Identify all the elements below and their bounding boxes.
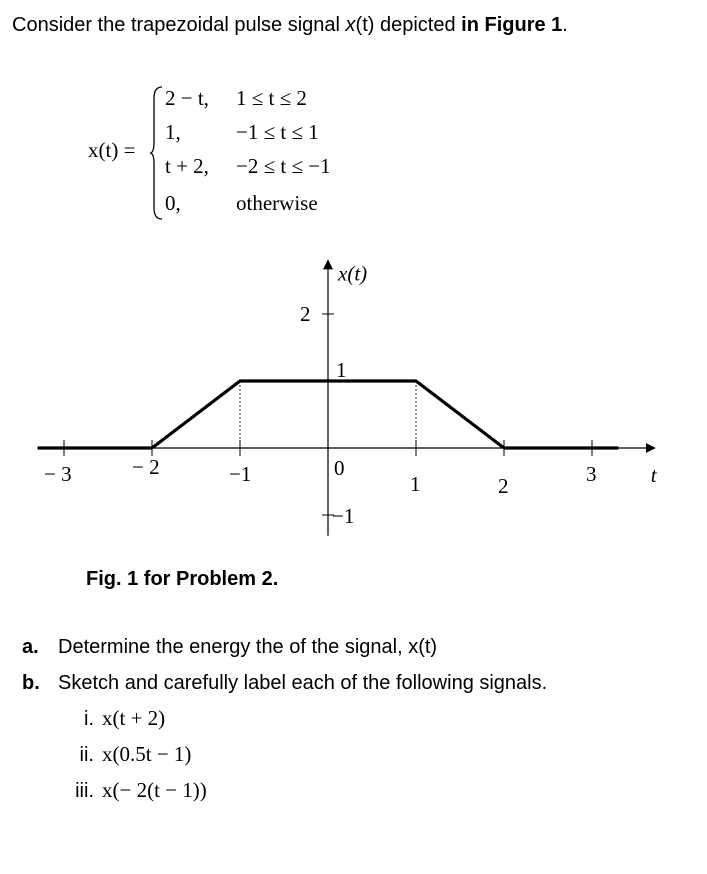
subpart-ii-num: ii. — [79, 744, 94, 766]
question-b-letter: b. — [22, 672, 40, 694]
figure-caption: Fig. 1 for Problem 2. — [86, 568, 279, 590]
x-axis-label: t — [650, 463, 657, 487]
question-a-text: Determine the energy the of the signal, x(t) — [58, 636, 438, 658]
case-expr-4: 0, — [165, 191, 181, 215]
x-tick-label: 3 — [586, 462, 597, 486]
problem-intro — [12, 14, 568, 37]
subpart-ii-expr: x(0.5t − 1) — [102, 742, 192, 766]
y-tick-label: −1 — [332, 504, 355, 528]
intro-arg: (t) — [355, 14, 375, 36]
x-tick-label: 1 — [410, 472, 421, 496]
subpart-iii-expr: x(− 2(t − 1)) — [102, 778, 207, 802]
y-axis-label: x(t) — [338, 261, 368, 286]
question-a — [22, 636, 437, 659]
intro-figure-ref: in Figure 1 — [461, 14, 563, 36]
x-tick-label: − 2 — [132, 455, 160, 479]
intro-suffix: . — [562, 14, 568, 36]
x-tick-label: 2 — [498, 474, 509, 498]
intro-middle: depicted — [374, 14, 462, 36]
question-a-letter: a. — [22, 636, 39, 658]
trapezoid-plot — [0, 225, 707, 555]
case-expr-2: 1, — [165, 120, 181, 144]
x-tick-label: 0 — [334, 456, 345, 480]
case-expr-3: t + 2, — [165, 154, 209, 178]
intro-prefix: Consider the trapezoidal pulse signal — [12, 14, 346, 36]
case-cond-3: −2 ≤ t ≤ −1 — [236, 154, 331, 178]
subpart-i — [46, 706, 165, 731]
definition-lhs: x(t) = — [88, 138, 136, 162]
case-expr-1: 2 − t, — [165, 86, 209, 110]
case-cond-4: otherwise — [236, 191, 318, 215]
case-cond-1: 1 ≤ t ≤ 2 — [236, 86, 307, 110]
subpart-i-num: i. — [84, 708, 94, 730]
case-cond-2: −1 ≤ t ≤ 1 — [236, 120, 319, 144]
x-tick-label: − 3 — [44, 462, 72, 486]
question-b — [22, 672, 547, 695]
subpart-iii-num: iii. — [75, 780, 94, 802]
tick-labels — [44, 302, 597, 528]
subpart-ii — [46, 742, 191, 767]
y-tick-label: 2 — [300, 302, 311, 326]
subpart-i-expr: x(t + 2) — [102, 706, 166, 730]
x-tick-label: −1 — [229, 462, 252, 486]
left-brace — [150, 86, 164, 220]
subpart-iii — [46, 778, 207, 803]
intro-signal: x — [345, 14, 356, 36]
question-b-text: Sketch and carefully label each of the following signals. — [58, 672, 548, 694]
y-tick-label: 1 — [336, 358, 347, 382]
